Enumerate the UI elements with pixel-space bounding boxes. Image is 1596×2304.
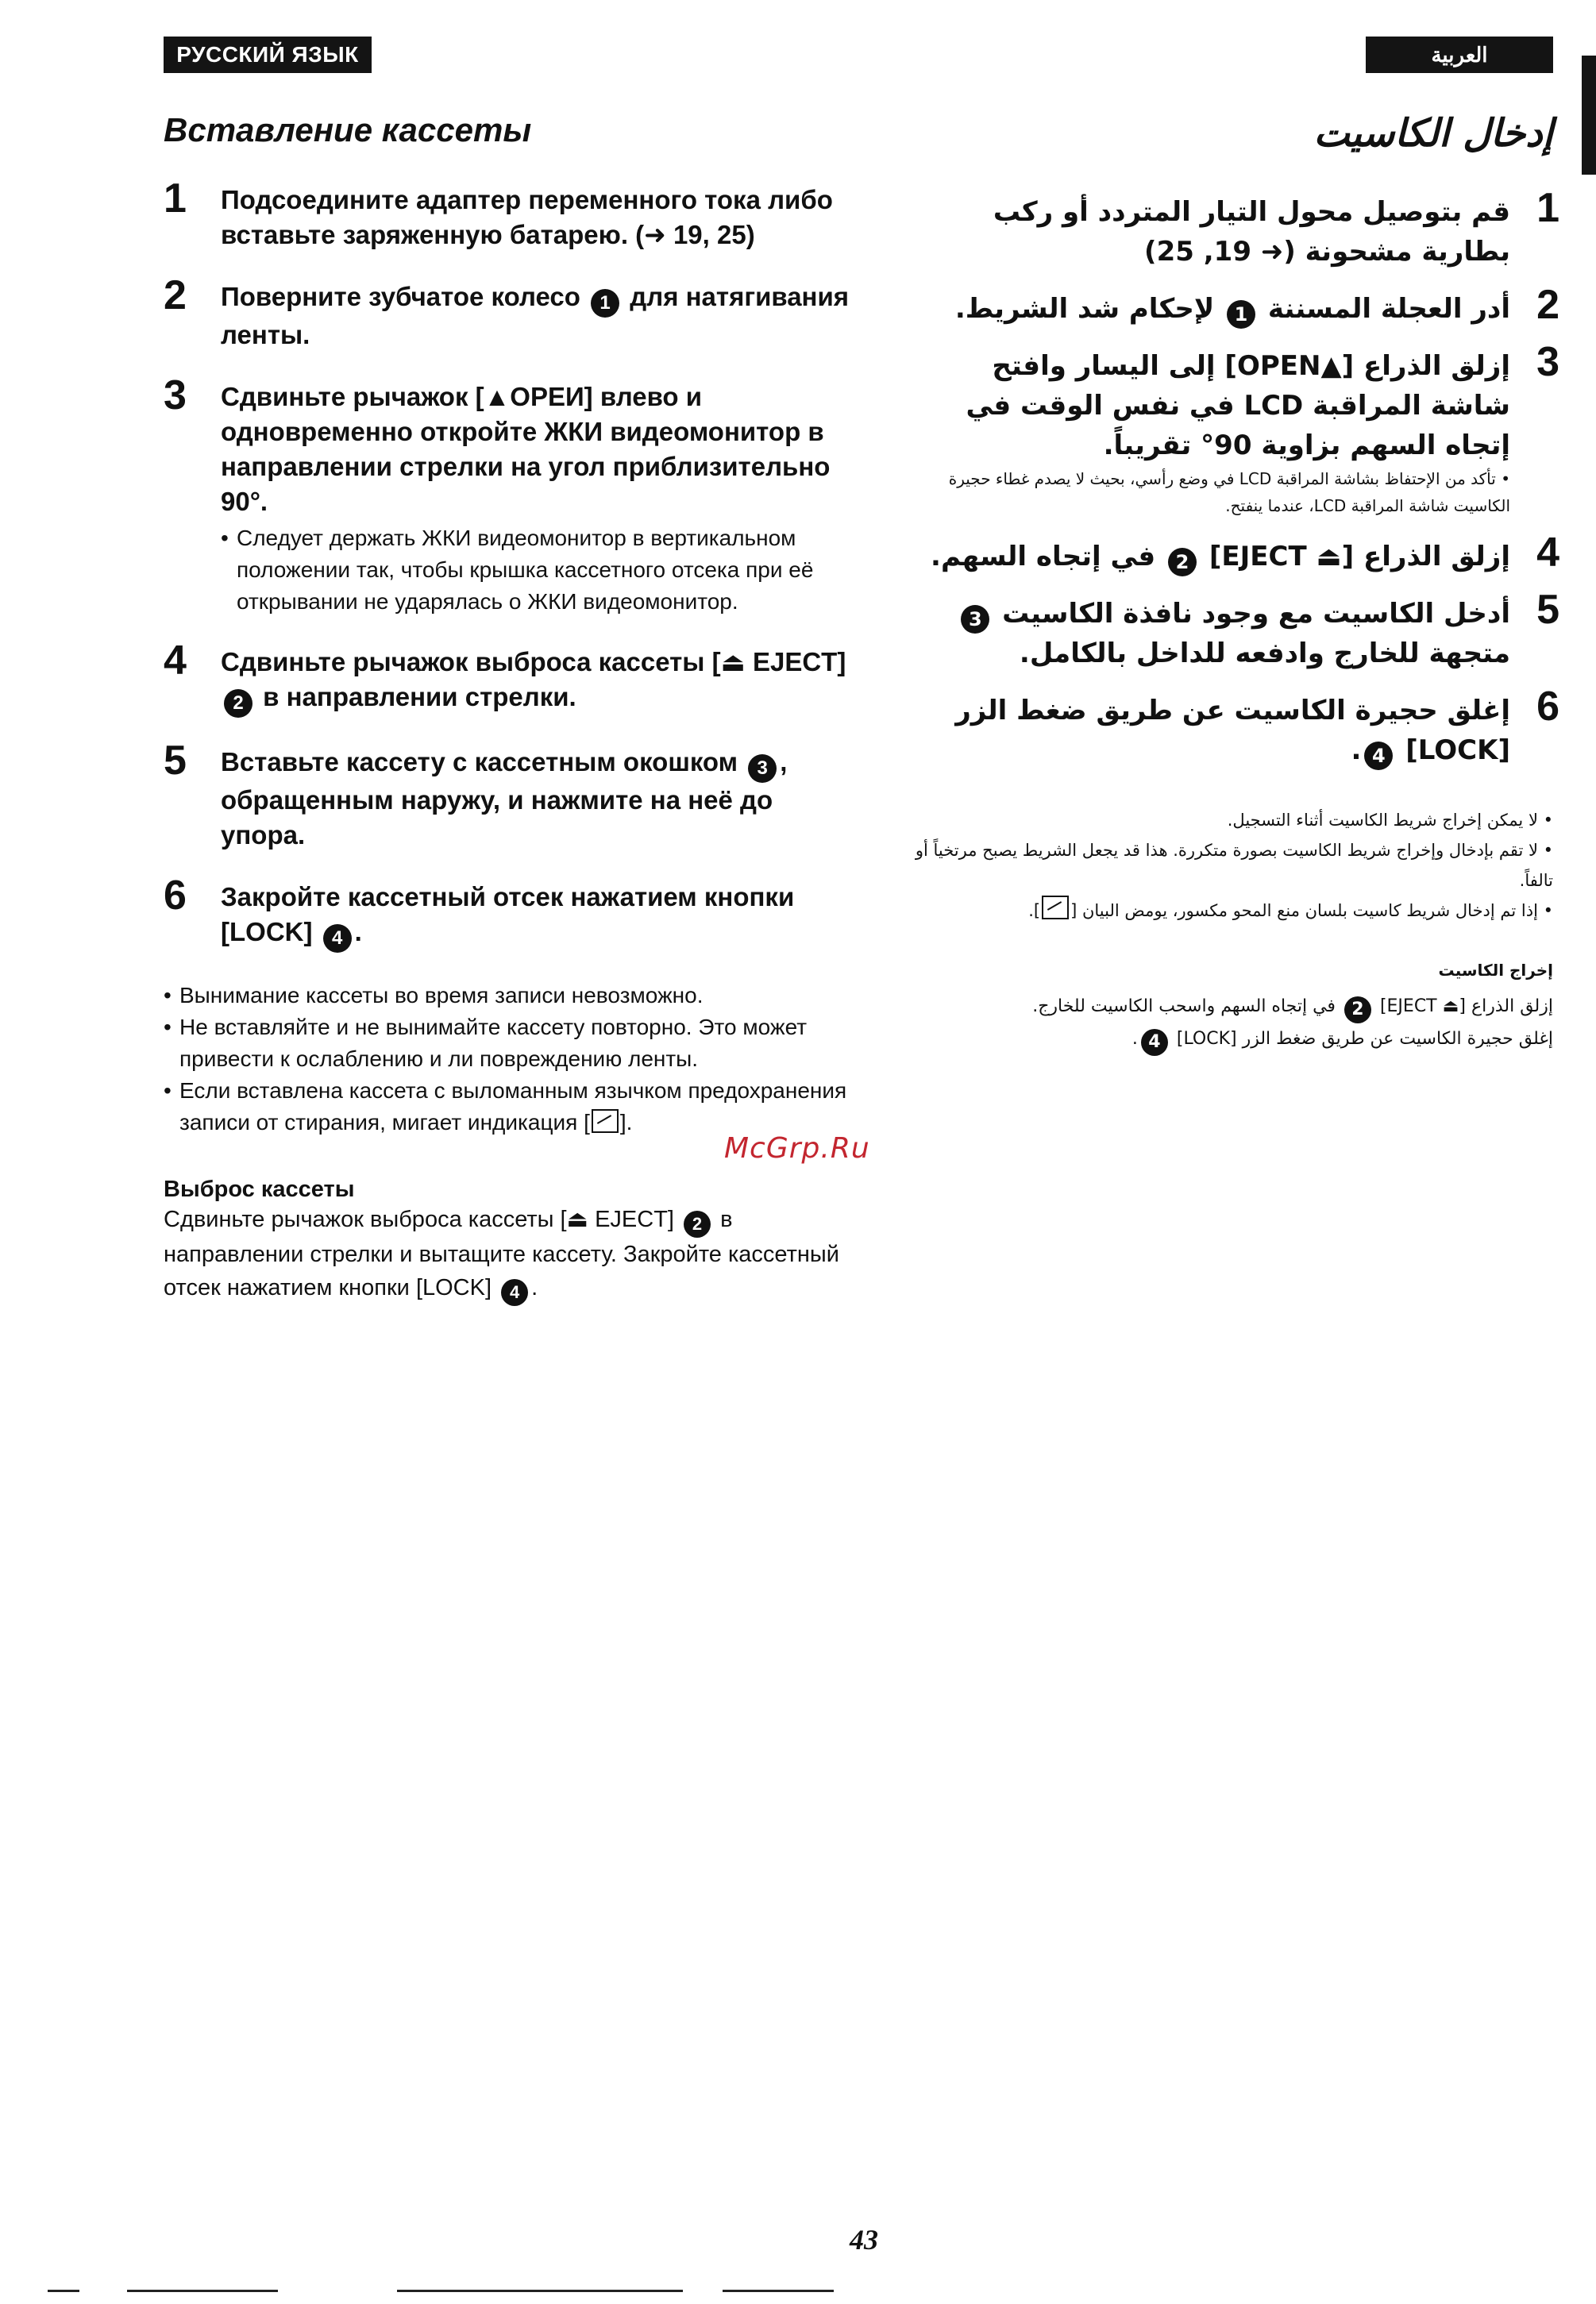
step-text-part: Вставьте кассету с кассетным окошком: [221, 747, 738, 776]
eject-text: Закройте кассетный отсек нажатием кнопки [LOCK]: [164, 1242, 839, 1300]
callout-4-icon: 4: [323, 924, 352, 953]
ar-step-3: [913, 339, 1559, 519]
step-number: 6: [1536, 684, 1559, 730]
footer-rule: [48, 2290, 79, 2292]
step-text: [913, 594, 1510, 673]
step-number: 4: [164, 638, 187, 684]
step-text: Сдвиньте рычажок [▲OPEИ] влево и одновременно откройте ЖКИ видеомонитор в направлении стрелки на угол приблизительно 90°.: [221, 382, 831, 516]
footer-rule: [723, 2290, 834, 2292]
arabic-eject-instructions: [913, 991, 1553, 1056]
step-number: 1: [164, 175, 187, 222]
step-text-part: متجهة للخارج وادفعه للداخل بالكامل.: [1019, 638, 1510, 669]
callout-1-icon: 1: [1227, 300, 1255, 329]
step-text: إزلق الذراع [▲OPEN] إلى اليسار وافتح شاشة المراقبة LCD في نفس الوقت في إتجاه السهم بزاوية 90° تقريباً.: [966, 350, 1510, 461]
arabic-eject-heading: إخراج الكاسيت: [1438, 961, 1553, 980]
step-text: [221, 645, 862, 718]
callout-4-icon: 4: [1364, 742, 1393, 770]
callout-2-icon: 2: [684, 1211, 711, 1238]
step-number: 3: [1536, 339, 1559, 385]
step-number: 5: [1536, 587, 1559, 633]
step-text-part: .: [1351, 734, 1362, 766]
step-3: [164, 372, 862, 618]
step-text-part: Закройте кассетный отсек нажатием кнопки [LOCK]: [221, 882, 795, 946]
russian-column: [164, 111, 862, 1306]
callout-1-icon: 1: [591, 289, 619, 318]
eject-text: إزلق الذراع [⏏ EJECT]: [1379, 996, 1553, 1016]
note-item: [913, 805, 1553, 835]
step-text: Подсоедините адаптер переменного тока либо вставьте заряженную батарею. (➜ 19, 25): [221, 185, 833, 249]
callout-3-icon: 3: [748, 754, 777, 783]
ar-step-4: [913, 530, 1559, 576]
cassette-warning-icon: [592, 1109, 619, 1133]
eject-text: в направлении стрелки и вытащите кассету.: [164, 1207, 733, 1267]
arabic-language-tab: العربية: [1366, 37, 1553, 73]
note-text: Если вставлена кассета с выломанным язычком предохранения записи от стирания, мигает индикация [: [179, 1078, 847, 1135]
note-item: [913, 835, 1553, 896]
page-number: 43: [850, 2224, 878, 2256]
step-number: 5: [164, 738, 187, 784]
note-text-end: ].: [1028, 901, 1041, 920]
cassette-warning-icon: [1042, 896, 1069, 919]
ar-step-2: [913, 282, 1559, 329]
eject-text: في إتجاه السهم واسحب الكاسيت للخارج.: [1032, 996, 1336, 1016]
step-number: 6: [164, 873, 187, 919]
eject-heading: Выброс кассеты: [164, 1177, 355, 1202]
bullet-icon: •: [164, 983, 172, 1008]
note-item: Вынимание кассеты во время записи невозможно.: [179, 983, 704, 1008]
note-item: [179, 1075, 862, 1139]
step-text-part: في إتجاه السهم.: [931, 541, 1156, 572]
callout-4-icon: 4: [501, 1279, 528, 1306]
note-text: Следует держать ЖКИ видеомонитор в вертикальном положении так, чтобы крышка кассетного отсека при её открывании не ударялась о ЖКИ видеомонитор.: [237, 526, 814, 614]
step-1: [164, 175, 862, 252]
step-text-part: Сдвиньте рычажок выброса кассеты [⏏ EJECT]: [221, 647, 846, 676]
bullet-icon: •: [164, 1078, 172, 1103]
step-note: [221, 522, 862, 618]
callout-3-icon: 3: [961, 605, 989, 634]
step-2: [164, 272, 862, 353]
notes-list: [164, 980, 862, 1139]
ar-step-5: [913, 587, 1559, 673]
section-edge-marker: [1582, 56, 1596, 175]
step-number: 3: [164, 372, 187, 418]
bullet-icon: •: [1537, 811, 1553, 830]
step-text: [913, 537, 1510, 576]
step-text-part: إغلق حجيرة الكاسيت عن طريق ضغط الزر [LOCK]: [955, 695, 1510, 766]
arabic-notes-list: [913, 805, 1553, 926]
callout-2-icon: 2: [1344, 996, 1371, 1023]
callout-4-icon: 4: [1141, 1029, 1168, 1056]
bullet-icon: •: [221, 526, 229, 550]
ar-step-1: [913, 185, 1559, 272]
callout-2-icon: 2: [1168, 548, 1197, 576]
step-6: [164, 873, 862, 953]
step-text-part: لإحكام شد الشريط.: [954, 293, 1215, 325]
footer-rule: [397, 2290, 683, 2292]
step-number: 1: [1536, 185, 1559, 231]
note-text: لا يمكن إخراج شريط الكاسيت أثناء التسجيل.: [1227, 811, 1538, 830]
step-text: [913, 289, 1510, 329]
bullet-icon: •: [1537, 841, 1553, 860]
bullet-icon: •: [1495, 469, 1510, 488]
eject-text: Сдвиньте рычажок выброса кассеты [⏏ EJECT]: [164, 1207, 674, 1232]
ar-step-6: [913, 684, 1559, 770]
step-text: [221, 745, 862, 853]
eject-text-end: .: [531, 1275, 538, 1300]
note-text: تأكد من الإحتفاظ بشاشة المراقبة LCD في وضع رأسي، بحيث لا يصدم غطاء حجيرة الكاسيت شاشة المراقبة LCD، عندما ينفتح.: [948, 469, 1510, 515]
step-text: [221, 279, 862, 353]
note-item: [913, 896, 1553, 926]
step-text: [221, 880, 862, 953]
note-text: لا تقم بإدخال وإخراج شريط الكاسيت بصورة متكررة. هذا قد يجعل الشريط يصبح مرتخياً أو تالفاً.: [915, 841, 1553, 890]
note-text: إذا تم إدخال شريط كاسيت بلسان منع المحو مكسور، يومض البيان [: [1070, 901, 1538, 920]
step-text-part: إزلق الذراع [⏏ EJECT]: [1209, 541, 1510, 572]
step-text-part: أدر العجلة المسننة: [1267, 293, 1510, 325]
russian-language-tab: РУССКИЙ ЯЗЫК: [164, 37, 372, 73]
step-text: قم بتوصيل محول التيار المتردد أو ركب بطارية مشحونة (➜ 19, 25): [993, 196, 1510, 268]
step-4: [164, 638, 862, 718]
footer-rule: [127, 2290, 278, 2292]
arabic-page-title: إدخال الكاسيت: [1313, 111, 1553, 156]
step-text: [913, 691, 1510, 770]
step-note: [913, 465, 1510, 519]
eject-text-end: .: [1131, 1029, 1138, 1049]
step-number: 2: [1536, 282, 1559, 328]
page-title: Вставление кассеты: [164, 111, 532, 148]
arabic-column: [913, 111, 1559, 1056]
bullet-icon: •: [1537, 901, 1553, 920]
note-text-end: ].: [619, 1110, 633, 1135]
note-item: Не вставляйте и не вынимайте кассету повторно. Это может привести к ослаблению и ли повреждению ленты.: [179, 1015, 808, 1071]
step-text-part: в направлении стрелки.: [263, 682, 576, 711]
step-text-part: Поверните зубчатое колесо: [221, 282, 580, 311]
step-text-part: , обращенным наружу, и нажмите на неё до упора.: [221, 747, 788, 850]
eject-instructions: [164, 1203, 862, 1306]
watermark: McGrp.Ru: [724, 1132, 870, 1165]
callout-2-icon: 2: [224, 689, 253, 718]
step-number: 2: [164, 272, 187, 318]
step-5: [164, 738, 862, 853]
step-text-part: أدخل الكاسيت مع وجود نافذة الكاسيت: [1002, 598, 1510, 630]
bullet-icon: •: [164, 1015, 172, 1039]
step-text-part: для натягивания ленты.: [221, 282, 850, 349]
step-text-part: .: [354, 917, 362, 946]
eject-text: إغلق حجيرة الكاسيت عن طريق ضغط الزر [LOCK]: [1176, 1029, 1553, 1049]
step-number: 4: [1536, 530, 1559, 576]
